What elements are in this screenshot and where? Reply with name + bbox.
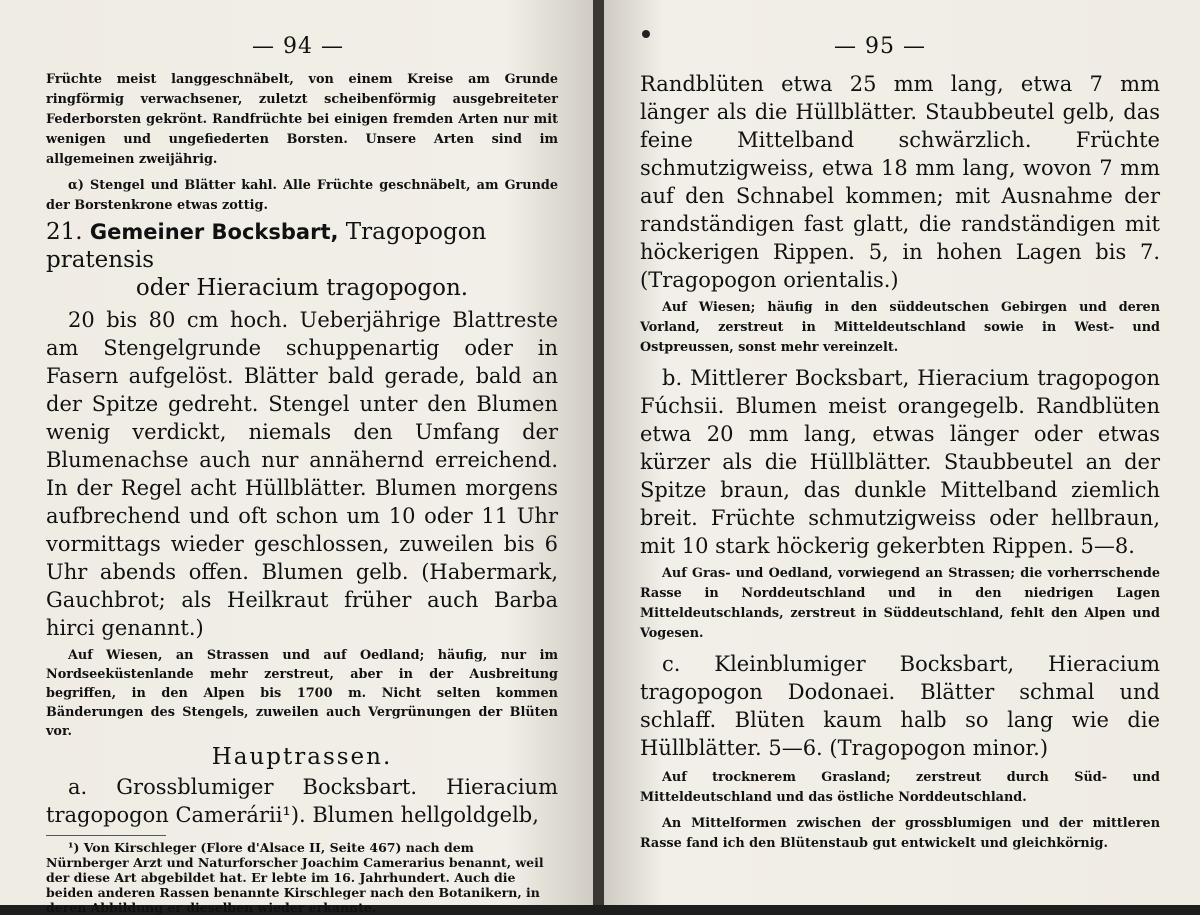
paragraph: α) Stengel und Blätter kahl. Alle Früchte geschnäbelt, am Grunde der Borstenkrone etwas zottig.: [46, 178, 558, 213]
left-page: [0, 0, 596, 915]
paragraph: Auf Gras- und Oedland, vorwiegend an Strassen; die vorherrschende Rasse in Norddeutschland und in den niedrigen Lagen Mitteldeutschlands, zerstreut in Süddeutschland, fehlt den Alpen und Vogesen.: [640, 566, 1160, 641]
footnote-rule: [46, 835, 166, 836]
right-page: [604, 0, 1200, 905]
paragraph: An Mittelformen zwischen der grossblumigen und der mittleren Rasse fand ich den Blütenstaub gut entwickelt und gleichkörnig.: [640, 816, 1160, 851]
left-page-text: [46, 70, 558, 915]
paragraph: Randblüten etwa 25 mm lang, etwa 7 mm länger als die Hüllblätter. Staubbeutel gelb, das feine Mittelband schwärzlich. Früchte schmutzigweiss, etwa 18 mm lang, wovon 7 mm auf den Schnabel kommen; mit Ausnahme der randständigen fast glatt, die randständigen mit höckerigen Rippen. 5, in hohen Lagen bis 7. (Tragopogon orientalis.): [640, 72, 1160, 292]
species-heading-line2: oder Hieracium tragopogon.: [135, 275, 469, 301]
paragraph: Auf trocknerem Grasland; zerstreut durch Süd- und Mitteldeutschland und das östliche Norddeutschland.: [640, 770, 1160, 805]
paragraph: a. Grossblumiger Bocksbart. Hieracium tragopogon Camerárii¹). Blumen hellgoldgelb,: [46, 775, 558, 827]
paragraph: Auf Wiesen, an Strassen und auf Oedland; häufig, nur im Nordseeküstenlande mehr zerstreut, aber in der Ausbreitung begriffen, in den Alpen bis 1700 m. Nicht selten kommen Bänderungen des Stengels, zuweilen auch Vergrünungen der Blüten vor.: [46, 648, 558, 739]
page-number: — 94 —: [252, 34, 344, 59]
paragraph: Früchte meist langgeschnäbelt, von einem Kreise am Grunde ringförmig verwachsener, zuletzt scheibenförmig ausgebreiteter Federborsten gekrönt. Randfrüchte bei einigen fremden Arten nur mit wenigen und ungefiederten Borsten. Unsere Arten sind im allgemeinen zweijährig.: [46, 72, 558, 167]
page-number: — 95 —: [834, 34, 926, 59]
right-page-text: [640, 70, 1160, 854]
paragraph: b. Mittlerer Bocksbart, Hieracium tragopogon Fúchsii. Blumen meist orangegelb. Randblüten etwa 20 mm lang, etwas länger oder etwas kürzer als die Hüllblätter. Staubbeutel an der Spitze braun, das dunkle Mittelband ziemlich breit. Früchte schmutzigweiss oder hellbraun, mit 10 stark höckerig gekerbten Rippen. 5—8.: [640, 366, 1160, 558]
subheading: Hauptrassen.: [211, 744, 393, 770]
species-latin: Tragopogon pratensis: [46, 219, 487, 273]
footnote: ¹) Von Kirschleger (Flore d'Alsace II, Seite 467) nach dem Nürnberger Arzt und Naturforscher Joachim Camerarius benannt, weil der diese Art abgebildet hat. Er lebte im 16. Jahrhundert. Auch die beiden anderen Rassen benannte Kirschleger nach den Botanikern, in deren Abbildung er dieselben wieder erkannte.: [46, 840, 544, 915]
paragraph: c. Kleinblumiger Bocksbart, Hieracium tragopogon Dodonaei. Blätter schmal und schlaff. Blüten kaum halb so lang wie die Hüllblätter. 5—6. (Tragopogon minor.): [640, 652, 1160, 760]
species-heading: [46, 218, 558, 274]
species-number: 21.: [46, 219, 83, 245]
paragraph: Auf Wiesen; häufig in den süddeutschen Gebirgen und deren Vorland, zerstreut in Mitteldeutschland sowie in West- und Ostpreussen, sonst mehr vereinzelt.: [640, 300, 1160, 355]
paragraph: 20 bis 80 cm hoch. Ueberjährige Blattreste am Stengelgrunde schuppenartig oder in Fasern aufgelöst. Blätter bald gerade, bald an der Spitze gedreht. Stengel unter den Blumen wenig verdickt, niemals den Umfang der Blumenachse auch nur annähernd erreichend. In der Regel acht Hüllblätter. Blumen morgens aufbrechend und oft schon um 10 oder 11 Uhr vormittags wieder geschlossen, zuweilen bis 6 Uhr abends offen. Blumen gelb. (Habermark, Gauchbrot; als Heilkraut früher auch Barba hirci genannt.): [46, 308, 558, 640]
species-name: Gemeiner Bocksbart,: [89, 220, 339, 244]
ink-speck: [642, 30, 650, 38]
